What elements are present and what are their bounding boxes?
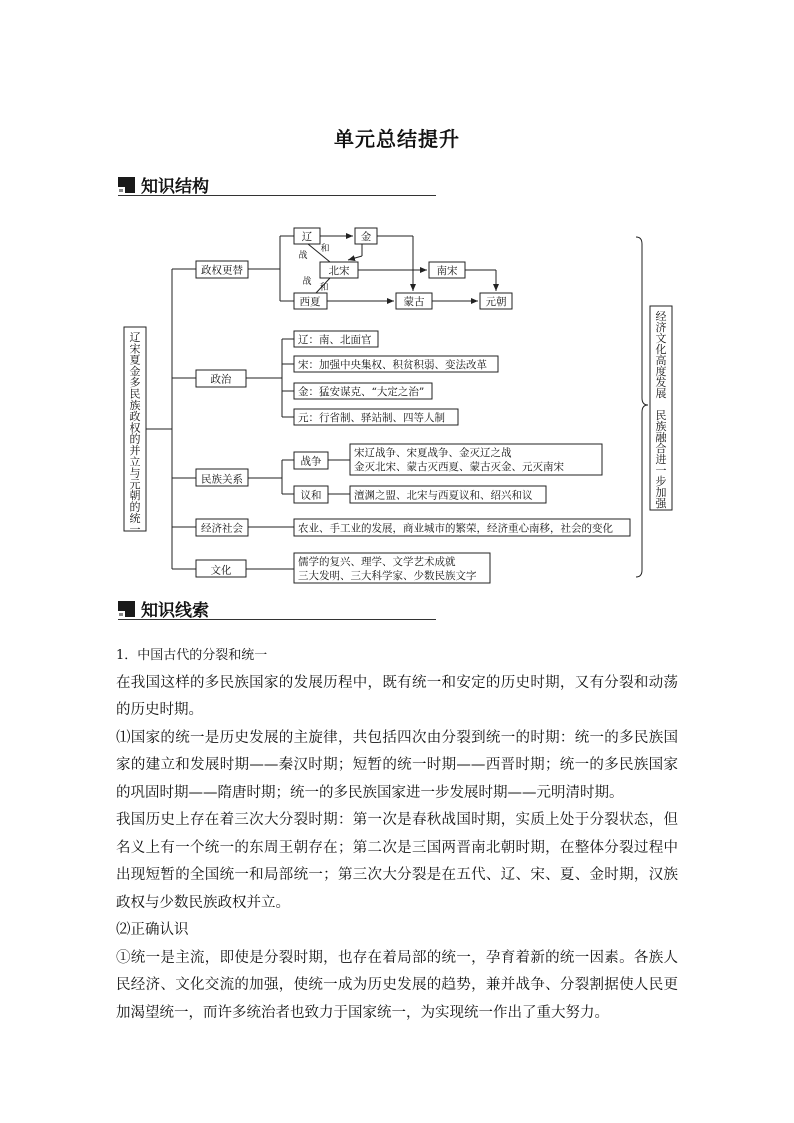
branch-politics-label: 政治 <box>210 373 232 386</box>
body-text <box>116 642 678 1027</box>
root-label: 辽宋夏金多民族政权的并立与元朝的统一 <box>129 331 141 537</box>
section-rule <box>118 619 436 620</box>
node-yuanchao: 元朝 <box>485 296 507 308</box>
economy-text: 农业、手工业的发展，商业城市的繁荣，经济重心南移，社会的变化 <box>298 522 613 535</box>
node-beisong: 北宋 <box>328 265 350 277</box>
politics-item-4: 元：行省制、驿站制、四等人制 <box>298 412 445 424</box>
paragraph-4: ⑵正确认识 <box>116 922 189 938</box>
edge-war-1: 战 <box>298 251 308 261</box>
diagram-text <box>130 230 668 582</box>
branch-economy-label: 经济社会 <box>201 522 243 535</box>
node-menggu: 蒙古 <box>403 296 425 308</box>
paragraph-2: ⑴国家的统一是历史发展的主旋律，共包括四次由分裂到统一的时期：统一的多民族国家的建立和发展时期——秦汉时期；短暂的统一时期——西晋时期；统一的多民族国家的巩固时期——隋唐时期；统一的多民族国家进一步发展时期——元明清时期。 <box>116 729 678 801</box>
section-heading-clues-text: 知识线索 <box>141 601 209 621</box>
ethnic-war-label: 战争 <box>300 455 322 468</box>
branch-culture-label: 文化 <box>210 564 232 577</box>
ethnic-peace-label: 议和 <box>300 489 322 502</box>
section-heading-clues <box>118 596 209 621</box>
edge-peace-1: 和 <box>320 244 330 254</box>
node-liao: 辽 <box>301 231 313 243</box>
page-title: 单元总结提升 <box>334 127 460 151</box>
paragraph-5: ①统一是主流，即使是分裂时期，也存在着局部的统一，孕育着新的统一因素。各族人民经济、文化交流的加强，使统一成为历史发展的趋势，兼并战争、分裂割据使人民更加渴望统一，而许多统治者也致力于国家统一，为实现统一作出了重大努力。 <box>116 949 678 1021</box>
culture-line-2: 三大发明、三大科学家、少数民族文字 <box>298 570 477 582</box>
politics-item-1: 辽：南、北面官 <box>298 334 372 346</box>
ethnic-war-line-2: 金灭北宋、蒙古灭西夏、蒙古灭金、元灭南宋 <box>354 461 564 473</box>
edge-peace-2: 和 <box>319 283 329 293</box>
paragraph-3: 我国历史上存在着三次大分裂时期：第一次是春秋战国时期，实质上处于分裂状态，但名义上有一个统一的东周王朝存在；第二次是三国两晋南北朝时期，在整体分裂过程中出现短暂的全国统一和局部统一；第三次大分裂是在五代、辽、宋、夏、金时期，汉族政权与少数民族政权并立。 <box>116 812 678 911</box>
politics-item-3: 金：猛安谋克、“大定之治” <box>298 386 425 398</box>
paragraph-1: 在我国这样的多民族国家的发展历程中，既有统一和安定的历史时期，又有分裂和动荡的历史时期。 <box>116 674 678 718</box>
right-brace <box>636 237 648 577</box>
section-heading-structure-text: 知识结构 <box>141 177 209 197</box>
ethnic-peace-text: 澶渊之盟、北宋与西夏议和、绍兴和议 <box>354 489 533 502</box>
node-xixia: 西夏 <box>299 296 321 308</box>
subheading-1: 1．中国古代的分裂和统一 <box>116 648 268 663</box>
culture-line-1: 儒学的复兴、理学、文学艺术成就 <box>298 556 456 568</box>
node-nansong: 南宋 <box>436 265 458 277</box>
right-label: 经济文化高度发展 民族融合进一步加强 <box>655 310 667 510</box>
branch-ethnic-label: 民族关系 <box>201 473 243 486</box>
section-marker-icon <box>118 601 135 617</box>
node-jin: 金 <box>360 231 372 243</box>
edge-war-2: 战 <box>302 277 312 287</box>
branch-regime-label: 政权更替 <box>201 264 243 277</box>
ethnic-war-line-1: 宋辽战争、宋夏战争、金灭辽之战 <box>354 447 512 459</box>
politics-item-2: 宋：加强中央集权、积贫积弱、变法改革 <box>298 359 487 371</box>
